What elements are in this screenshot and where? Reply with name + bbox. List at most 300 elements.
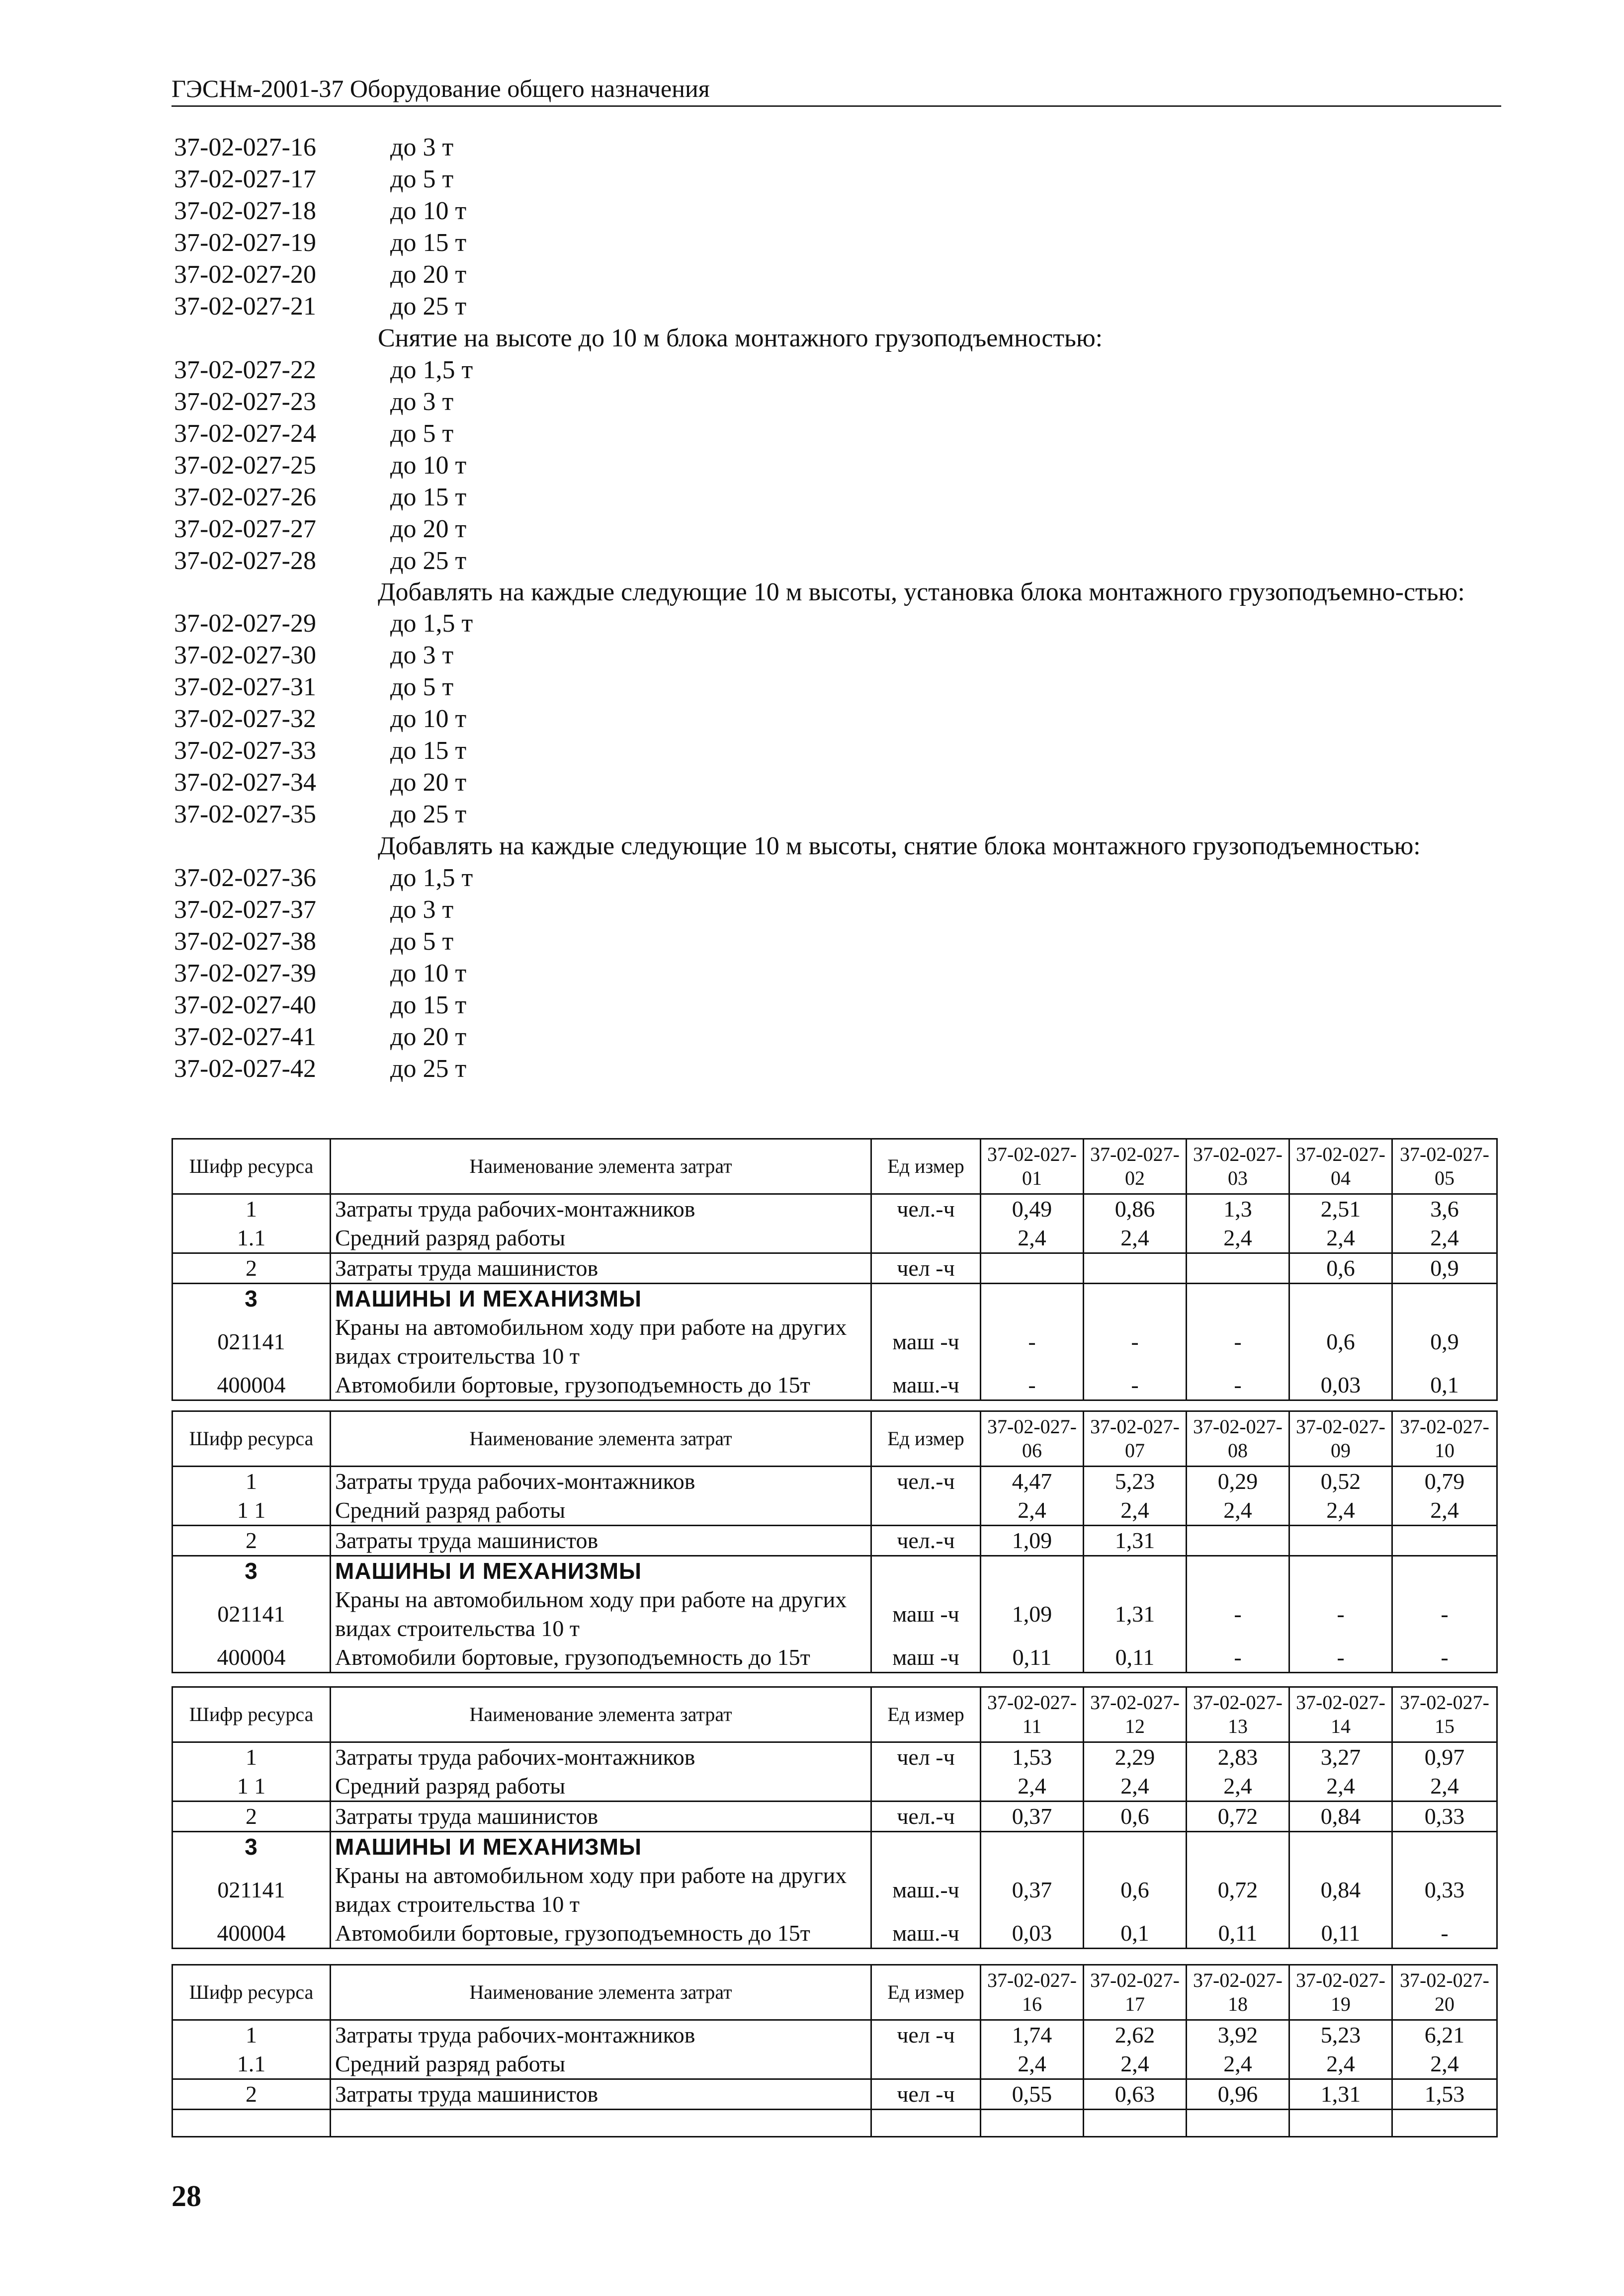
code-row <box>174 545 1516 577</box>
capacity-value: до 10 т <box>390 705 467 733</box>
resource-name: Краны на автомобильном ходу при работе на других видах строительства 10 т <box>331 1861 871 1919</box>
resource-name: Автомобили бортовые, грузоподъемность до 15т <box>331 1371 871 1400</box>
norm-value: 0,1 <box>1392 1371 1497 1400</box>
norm-value: 0,52 <box>1289 1467 1392 1496</box>
norm-value <box>1289 1556 1392 1586</box>
resource-name: Затраты труда рабочих-монтажников <box>331 1742 871 1772</box>
code-label: 37-02-027-22 <box>174 356 316 384</box>
resource-name: Затраты труда рабочих-монтажников <box>331 2020 871 2050</box>
norm-value <box>1289 1832 1392 1862</box>
table-row <box>172 1772 1497 1802</box>
capacity-value: до 5 т <box>390 165 454 193</box>
norm-value <box>1187 1253 1289 1284</box>
resource-code: 1 <box>172 1467 331 1496</box>
capacity-value: до 20 т <box>390 260 467 289</box>
code-row <box>174 958 1516 989</box>
code-row <box>174 386 1516 418</box>
norm-value: 0,6 <box>1289 1253 1392 1284</box>
norm-value: 0,72 <box>1187 1861 1289 1919</box>
norm-value: - <box>1187 1371 1289 1400</box>
norm-value: 0,6 <box>1084 1802 1187 1832</box>
column-header-norm: 37-02-027-03 <box>1187 1139 1289 1194</box>
norm-value: 2,4 <box>1187 1496 1289 1526</box>
resource-name: Автомобили бортовые, грузоподъемность до 15т <box>331 1643 871 1673</box>
code-row <box>174 164 1516 195</box>
code-label: 37-02-027-41 <box>174 1023 316 1051</box>
norm-value <box>981 1556 1084 1586</box>
norm-value: 0,29 <box>1187 1467 1289 1496</box>
norm-value: 2,62 <box>1084 2020 1187 2050</box>
resource-code: 3 <box>172 1284 331 1313</box>
code-row <box>174 735 1516 767</box>
norm-value <box>1084 1284 1187 1313</box>
norm-value: 1,31 <box>1084 1585 1187 1643</box>
capacity-value: до 3 т <box>390 133 454 162</box>
code-row <box>174 195 1516 227</box>
column-header-norm: 37-02-027-20 <box>1392 1965 1497 2020</box>
code-label: 37-02-027-32 <box>174 705 316 733</box>
resource-code: 2 <box>172 2079 331 2110</box>
resource-unit <box>871 2050 981 2079</box>
table-row <box>172 1467 1497 1496</box>
table-row <box>172 1919 1497 1949</box>
section-heading-add-install: Добавлять на каждые следующие 10 м высоты, установка блока монтажного грузоподъемно-стью: <box>378 578 1465 606</box>
norm-value <box>981 1832 1084 1862</box>
table-row <box>172 1496 1497 1526</box>
table-row <box>172 1224 1497 1253</box>
resource-table <box>171 1686 1498 1949</box>
norm-value: 2,4 <box>981 1496 1084 1526</box>
capacity-value: до 15 т <box>390 483 467 511</box>
table-row <box>172 1742 1497 1772</box>
resource-unit <box>871 1832 981 1862</box>
page-header: ГЭСНм-2001-37 Оборудование общего назначения <box>171 74 1501 107</box>
resource-unit: маш -ч <box>871 1313 981 1371</box>
code-label: 37-02-027-40 <box>174 991 316 1019</box>
code-group <box>174 354 1516 577</box>
norm-value: 2,4 <box>981 1772 1084 1802</box>
table-row <box>172 1313 1497 1371</box>
code-group <box>174 132 1516 323</box>
norm-value: - <box>1392 1585 1497 1643</box>
code-row <box>174 291 1516 323</box>
resource-name: Краны на автомобильном ходу при работе на других видах строительства 10 т <box>331 1313 871 1371</box>
norm-value: 6,21 <box>1392 2020 1497 2050</box>
norm-value: - <box>981 1313 1084 1371</box>
empty-cell <box>172 2110 331 2137</box>
code-label: 37-02-027-37 <box>174 896 316 924</box>
norm-value <box>1289 1526 1392 1556</box>
resource-code: 400004 <box>172 1371 331 1400</box>
code-label: 37-02-027-42 <box>174 1055 316 1083</box>
norm-value: 0,11 <box>981 1643 1084 1673</box>
norm-value: 0,1 <box>1084 1919 1187 1949</box>
norm-value: 0,86 <box>1084 1194 1187 1224</box>
resource-code: 1 <box>172 1194 331 1224</box>
table-row-empty <box>172 2110 1497 2137</box>
norm-value: 2,4 <box>1084 1224 1187 1253</box>
code-label: 37-02-027-20 <box>174 260 316 289</box>
code-label: 37-02-027-27 <box>174 515 316 543</box>
capacity-value: до 10 т <box>390 197 467 225</box>
resource-name: Автомобили бортовые, грузоподъемность до 15т <box>331 1919 871 1949</box>
norm-value <box>981 1284 1084 1313</box>
code-row <box>174 926 1516 958</box>
code-row <box>174 227 1516 259</box>
resource-code-list <box>174 132 1516 1085</box>
code-row <box>174 671 1516 703</box>
resource-name: Затраты труда машинистов <box>331 1526 871 1556</box>
norm-value: 0,37 <box>981 1861 1084 1919</box>
norm-value: 0,55 <box>981 2079 1084 2110</box>
code-row <box>174 513 1516 545</box>
norm-value: 2,4 <box>1392 1772 1497 1802</box>
column-header-norm: 37-02-027-15 <box>1392 1687 1497 1742</box>
norm-value: 0,33 <box>1392 1861 1497 1919</box>
code-label: 37-02-027-29 <box>174 609 316 638</box>
norm-value: 2,51 <box>1289 1194 1392 1224</box>
resource-unit: чел.-ч <box>871 1802 981 1832</box>
table-header-row <box>172 1139 1497 1194</box>
norm-value <box>1392 1556 1497 1586</box>
norm-value: 5,23 <box>1084 1467 1187 1496</box>
code-label: 37-02-027-35 <box>174 800 316 828</box>
resource-code: 400004 <box>172 1919 331 1949</box>
resource-name: МАШИНЫ И МЕХАНИЗМЫ <box>331 1832 871 1862</box>
column-header-name: Наименование элемента затрат <box>331 1687 871 1742</box>
resource-unit: маш.-ч <box>871 1371 981 1400</box>
norm-value: - <box>1084 1371 1187 1400</box>
norm-value: 2,4 <box>1392 1224 1497 1253</box>
resource-name: МАШИНЫ И МЕХАНИЗМЫ <box>331 1284 871 1313</box>
norm-value: 0,9 <box>1392 1313 1497 1371</box>
norm-value: - <box>1084 1313 1187 1371</box>
empty-cell <box>871 2110 981 2137</box>
norm-value: 0,84 <box>1289 1861 1392 1919</box>
resource-unit <box>871 1496 981 1526</box>
norm-value: 0,03 <box>981 1919 1084 1949</box>
norm-value: 0,72 <box>1187 1802 1289 1832</box>
norm-value <box>1392 1832 1497 1862</box>
column-header-norm: 37-02-027-05 <box>1392 1139 1497 1194</box>
code-label: 37-02-027-18 <box>174 197 316 225</box>
code-label: 37-02-027-38 <box>174 927 316 956</box>
resource-unit <box>871 1224 981 1253</box>
norm-value: 2,4 <box>1084 1496 1187 1526</box>
resource-unit: чел -ч <box>871 2020 981 2050</box>
empty-cell <box>1084 2110 1187 2137</box>
norm-value: - <box>1392 1643 1497 1673</box>
resource-code: 021141 <box>172 1585 331 1643</box>
capacity-value: до 1,5 т <box>390 356 473 384</box>
code-label: 37-02-027-39 <box>174 959 316 987</box>
norm-value: 3,27 <box>1289 1742 1392 1772</box>
code-row <box>174 418 1516 450</box>
column-header-norm: 37-02-027-19 <box>1289 1965 1392 2020</box>
table-row <box>172 1556 1497 1586</box>
column-header-norm: 37-02-027-10 <box>1392 1411 1497 1467</box>
code-label: 37-02-027-16 <box>174 133 316 162</box>
column-header-norm: 37-02-027-07 <box>1084 1411 1187 1467</box>
code-label: 37-02-027-26 <box>174 483 316 511</box>
norm-value: - <box>981 1371 1084 1400</box>
norm-value <box>981 1253 1084 1284</box>
resource-code: 2 <box>172 1526 331 1556</box>
norm-value: 1,09 <box>981 1526 1084 1556</box>
norm-value: 0,37 <box>981 1802 1084 1832</box>
norm-value: 2,4 <box>1187 2050 1289 2079</box>
column-header-norm: 37-02-027-14 <box>1289 1687 1392 1742</box>
norm-value: 2,4 <box>981 2050 1084 2079</box>
capacity-value: до 1,5 т <box>390 864 473 892</box>
norm-value: 1,09 <box>981 1585 1084 1643</box>
norm-value: 2,4 <box>1084 2050 1187 2079</box>
column-header-code: Шифр ресурса <box>172 1687 331 1742</box>
resource-unit <box>871 1772 981 1802</box>
column-header-norm: 37-02-027-08 <box>1187 1411 1289 1467</box>
table-row <box>172 2050 1497 2079</box>
table-row <box>172 1861 1497 1919</box>
empty-cell <box>1187 2110 1289 2137</box>
table-row <box>172 2020 1497 2050</box>
norm-value: 1,31 <box>1084 1526 1187 1556</box>
code-row <box>174 354 1516 386</box>
norm-value: 2,83 <box>1187 1742 1289 1772</box>
capacity-value: до 10 т <box>390 451 467 480</box>
column-header-unit: Ед измер <box>871 1687 981 1742</box>
capacity-value: до 10 т <box>390 959 467 987</box>
column-header-unit: Ед измер <box>871 1965 981 2020</box>
code-label: 37-02-027-34 <box>174 768 316 797</box>
capacity-value: до 5 т <box>390 419 454 448</box>
norm-value: 2,4 <box>1084 1772 1187 1802</box>
norm-value: - <box>1392 1919 1497 1949</box>
empty-cell <box>331 2110 871 2137</box>
capacity-value: до 15 т <box>390 229 467 257</box>
code-label: 37-02-027-25 <box>174 451 316 480</box>
norm-value: 0,11 <box>1084 1643 1187 1673</box>
resource-code: 1.1 <box>172 2050 331 2079</box>
resource-name: Затраты труда рабочих-монтажников <box>331 1467 871 1496</box>
resource-unit: чел.-ч <box>871 1194 981 1224</box>
norm-value: 4,47 <box>981 1467 1084 1496</box>
norm-value <box>1187 1556 1289 1586</box>
capacity-value: до 20 т <box>390 515 467 543</box>
capacity-value: до 20 т <box>390 768 467 797</box>
code-label: 37-02-027-17 <box>174 165 316 193</box>
capacity-value: до 25 т <box>390 292 467 321</box>
table-row <box>172 1832 1497 1862</box>
table-row <box>172 1371 1497 1400</box>
code-label: 37-02-027-21 <box>174 292 316 321</box>
norm-value <box>1392 1526 1497 1556</box>
resource-code: 1 1 <box>172 1772 331 1802</box>
column-header-norm: 37-02-027-12 <box>1084 1687 1187 1742</box>
code-group <box>174 862 1516 1085</box>
norm-value: - <box>1187 1313 1289 1371</box>
norm-value: 1,74 <box>981 2020 1084 2050</box>
resource-code: 1.1 <box>172 1224 331 1253</box>
norm-value <box>1187 1284 1289 1313</box>
capacity-value: до 1,5 т <box>390 609 473 638</box>
resource-code: 2 <box>172 1802 331 1832</box>
column-header-name: Наименование элемента затрат <box>331 1411 871 1467</box>
norm-value <box>1289 1284 1392 1313</box>
norm-value: - <box>1187 1585 1289 1643</box>
code-row <box>174 450 1516 482</box>
resource-code: 3 <box>172 1832 331 1862</box>
norm-value: 3,6 <box>1392 1194 1497 1224</box>
column-header-code: Шифр ресурса <box>172 1965 331 2020</box>
norm-value: 0,6 <box>1084 1861 1187 1919</box>
column-header-norm: 37-02-027-17 <box>1084 1965 1187 2020</box>
resource-unit: чел -ч <box>871 2079 981 2110</box>
resource-code: 2 <box>172 1253 331 1284</box>
table-row <box>172 1643 1497 1673</box>
capacity-value: до 25 т <box>390 800 467 828</box>
resource-code: 021141 <box>172 1313 331 1371</box>
norm-value: 0,11 <box>1187 1919 1289 1949</box>
norm-value <box>1084 1556 1187 1586</box>
norm-value: - <box>1289 1585 1392 1643</box>
table-header-row <box>172 1411 1497 1467</box>
norm-value: - <box>1187 1643 1289 1673</box>
resource-name: Средний разряд работы <box>331 1224 871 1253</box>
column-header-unit: Ед измер <box>871 1139 981 1194</box>
norm-value: 2,4 <box>1289 1496 1392 1526</box>
capacity-value: до 3 т <box>390 388 454 416</box>
empty-cell <box>1392 2110 1497 2137</box>
resource-unit <box>871 1284 981 1313</box>
norm-value: 0,84 <box>1289 1802 1392 1832</box>
column-header-norm: 37-02-027-09 <box>1289 1411 1392 1467</box>
norm-value: 0,97 <box>1392 1742 1497 1772</box>
code-row <box>174 894 1516 926</box>
code-row <box>174 132 1516 164</box>
code-row <box>174 989 1516 1021</box>
code-row <box>174 608 1516 640</box>
norm-value: 0,9 <box>1392 1253 1497 1284</box>
norm-value: 1,31 <box>1289 2079 1392 2110</box>
column-header-norm: 37-02-027-06 <box>981 1411 1084 1467</box>
page-number: 28 <box>171 2180 201 2213</box>
norm-value: 2,4 <box>981 1224 1084 1253</box>
code-label: 37-02-027-33 <box>174 737 316 765</box>
table-row <box>172 1526 1497 1556</box>
capacity-value: до 15 т <box>390 737 467 765</box>
capacity-value: до 25 т <box>390 1055 467 1083</box>
section-heading-add-removal: Добавлять на каждые следующие 10 м высоты, снятие блока монтажного грузоподъемностью: <box>378 832 1421 860</box>
norm-value <box>1392 1284 1497 1313</box>
norm-value: 0,49 <box>981 1194 1084 1224</box>
resource-table <box>171 1138 1498 1401</box>
column-header-code: Шифр ресурса <box>172 1411 331 1467</box>
column-header-unit: Ед измер <box>871 1411 981 1467</box>
resource-unit: маш -ч <box>871 1643 981 1673</box>
norm-value: 2,29 <box>1084 1742 1187 1772</box>
norm-value: 2,4 <box>1392 1496 1497 1526</box>
capacity-value: до 5 т <box>390 673 454 701</box>
resource-name: Затраты труда машинистов <box>331 1253 871 1284</box>
code-row <box>174 1021 1516 1053</box>
resource-code: 1 <box>172 1742 331 1772</box>
resource-name: Средний разряд работы <box>331 2050 871 2079</box>
column-header-norm: 37-02-027-18 <box>1187 1965 1289 2020</box>
code-row <box>174 482 1516 513</box>
column-header-norm: 37-02-027-01 <box>981 1139 1084 1194</box>
column-header-norm: 37-02-027-13 <box>1187 1687 1289 1742</box>
resource-name: Затраты труда рабочих-монтажников <box>331 1194 871 1224</box>
norm-value <box>1084 1832 1187 1862</box>
resource-code: 3 <box>172 1556 331 1586</box>
resource-unit: маш.-ч <box>871 1861 981 1919</box>
resource-unit: чел -ч <box>871 1742 981 1772</box>
code-row <box>174 640 1516 671</box>
resource-unit: чел -ч <box>871 1253 981 1284</box>
code-label: 37-02-027-31 <box>174 673 316 701</box>
column-header-code: Шифр ресурса <box>172 1139 331 1194</box>
resource-unit: чел.-ч <box>871 1526 981 1556</box>
code-label: 37-02-027-23 <box>174 388 316 416</box>
norm-value <box>1187 1832 1289 1862</box>
column-header-name: Наименование элемента затрат <box>331 1965 871 2020</box>
capacity-value: до 5 т <box>390 927 454 956</box>
resource-code: 021141 <box>172 1861 331 1919</box>
empty-cell <box>981 2110 1084 2137</box>
resource-table <box>171 1410 1498 1673</box>
resource-code: 1 <box>172 2020 331 2050</box>
norm-value: 3,92 <box>1187 2020 1289 2050</box>
capacity-value: до 3 т <box>390 896 454 924</box>
capacity-value: до 20 т <box>390 1023 467 1051</box>
norm-value: 5,23 <box>1289 2020 1392 2050</box>
capacity-value: до 15 т <box>390 991 467 1019</box>
column-header-norm: 37-02-027-11 <box>981 1687 1084 1742</box>
code-label: 37-02-027-36 <box>174 864 316 892</box>
resource-name: МАШИНЫ И МЕХАНИЗМЫ <box>331 1556 871 1586</box>
norm-value <box>1084 1253 1187 1284</box>
table-row <box>172 1802 1497 1832</box>
norm-value: 2,4 <box>1187 1772 1289 1802</box>
resource-name: Краны на автомобильном ходу при работе на других видах строительства 10 т <box>331 1585 871 1643</box>
code-row <box>174 259 1516 291</box>
capacity-value: до 3 т <box>390 641 454 669</box>
norm-value: - <box>1289 1643 1392 1673</box>
table-row <box>172 1585 1497 1643</box>
section-heading-removal: Снятие на высоте до 10 м блока монтажного грузоподъемностью: <box>378 324 1103 352</box>
norm-value: 2,4 <box>1289 2050 1392 2079</box>
code-row <box>174 862 1516 894</box>
code-group <box>174 608 1516 830</box>
resource-unit: маш -ч <box>871 1585 981 1643</box>
resource-unit: маш.-ч <box>871 1919 981 1949</box>
norm-value: 0,03 <box>1289 1371 1392 1400</box>
norm-value: 1,53 <box>981 1742 1084 1772</box>
column-header-norm: 37-02-027-04 <box>1289 1139 1392 1194</box>
resource-name: Затраты труда машинистов <box>331 1802 871 1832</box>
column-header-norm: 37-02-027-16 <box>981 1965 1084 2020</box>
column-header-name: Наименование элемента затрат <box>331 1139 871 1194</box>
code-label: 37-02-027-24 <box>174 419 316 448</box>
resource-name: Затраты труда машинистов <box>331 2079 871 2110</box>
column-header-norm: 37-02-027-02 <box>1084 1139 1187 1194</box>
code-row <box>174 799 1516 830</box>
table-row <box>172 2079 1497 2110</box>
table-row <box>172 1253 1497 1284</box>
table-header-row <box>172 1965 1497 2020</box>
norm-value: 0,96 <box>1187 2079 1289 2110</box>
code-row <box>174 767 1516 799</box>
